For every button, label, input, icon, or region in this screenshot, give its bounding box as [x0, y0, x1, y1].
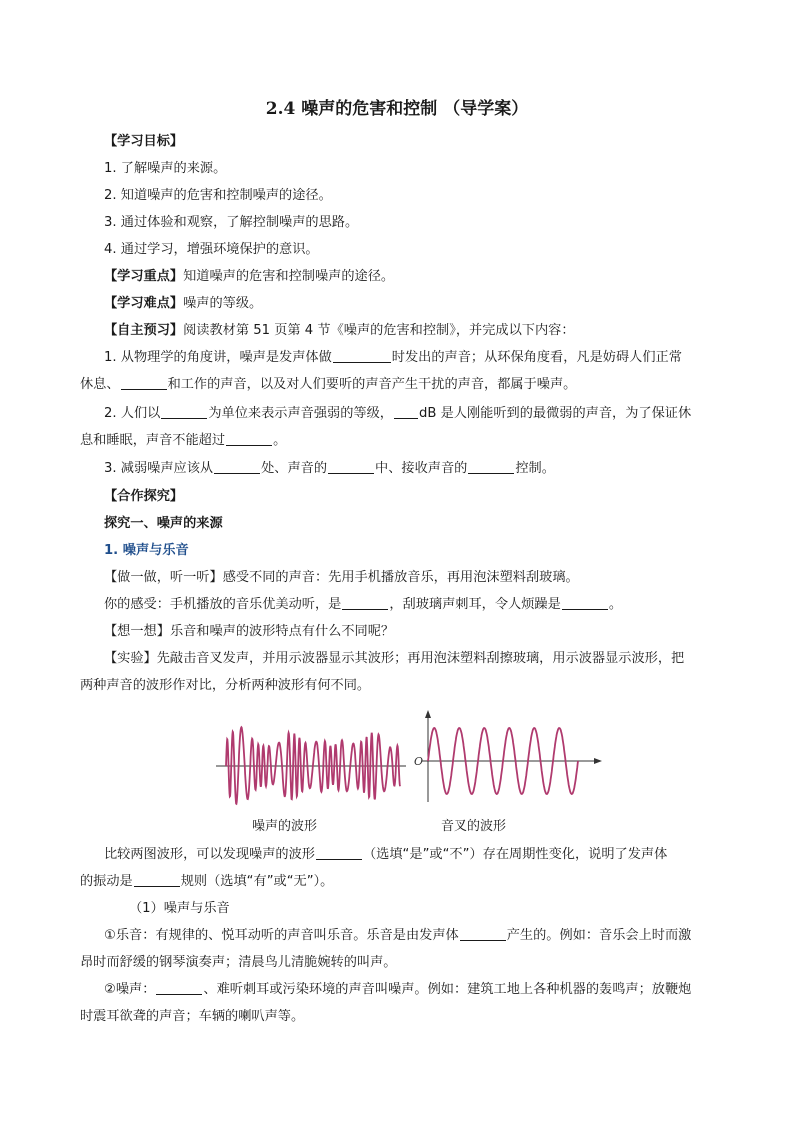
preview-text: 阅读教材第 51 页第 4 节《噪声的危害和控制》，并完成以下内容： [183, 323, 575, 338]
section-heading: （1）噪声与乐音 [129, 901, 230, 916]
question-1-line-2 [80, 371, 700, 398]
noise-text-b: 、难听刺耳或污染环境的声音叫噪声。例如：建筑工地上各种机器的轰鸣声；放鞭炮 [203, 982, 692, 997]
answer-blank[interactable] [156, 980, 202, 995]
answer-blank[interactable] [562, 595, 608, 610]
noise-line-1 [104, 976, 724, 1003]
goals-heading: 【学习目标】 [104, 134, 184, 149]
question-2-line-1 [104, 400, 724, 427]
q2-text-b: 为单位来表示声音强弱的等级， [208, 406, 393, 421]
q2-text-a: 2. 人们以 [104, 406, 161, 421]
compare-text-d: 规则（选填“有”或“无”）。 [180, 874, 334, 889]
noise-text-a: ②噪声： [104, 982, 156, 997]
feeling-text-c: 。 [608, 597, 622, 612]
answer-blank[interactable] [394, 404, 418, 419]
answer-blank[interactable] [134, 872, 180, 887]
experiment-label: 【实验】 [104, 651, 157, 666]
preview-line [104, 317, 724, 344]
q3-text-d: 控制。 [515, 461, 555, 476]
difficulty-line [104, 290, 724, 317]
fork-wave-caption: 音叉的波形 [441, 819, 507, 834]
answer-blank[interactable] [328, 459, 374, 474]
music-text-a: ①乐音：有规律的、悦耳动听的声音叫乐音。乐音是由发声体 [104, 928, 459, 943]
goal-item: 4. 通过学习，增强环境保护的意识。 [104, 242, 319, 257]
noise-wave-caption: 噪声的波形 [252, 819, 318, 834]
q3-text-c: 中、接收声音的 [375, 461, 468, 476]
q2-text-c: dB 是人刚能听到的最微弱的声音，为了保证休 [418, 406, 692, 421]
answer-blank[interactable] [214, 459, 260, 474]
waveform-figure [212, 708, 604, 808]
compare-text-a: 比较两图波形，可以发现噪声的波形 [104, 847, 315, 862]
feeling-text-b: ，刮玻璃声刺耳，令人烦躁是 [389, 597, 561, 612]
answer-blank[interactable] [121, 375, 167, 390]
experiment-line-1 [104, 645, 724, 672]
do-label: 【做一做，听一听】 [104, 570, 223, 585]
do-listen-line [104, 564, 724, 591]
experiment-text: 先敲击音叉发声，并用示波器显示其波形；再用泡沫塑料刮擦玻璃，用示波器显示波形，把 [156, 651, 685, 666]
question-2-line-2 [80, 427, 700, 454]
cooperation-heading: 【合作探究】 [104, 489, 184, 504]
q1-text-a: 1. 从物理学的角度讲，噪声是发声体做 [104, 350, 332, 365]
difficulty-text: 噪声的等级。 [183, 296, 263, 311]
difficulty-label: 【学习难点】 [104, 296, 184, 311]
question-1-line-1 [104, 344, 724, 371]
preview-label: 【自主预习】 [104, 323, 184, 338]
x-axis-arrow [594, 758, 602, 764]
q1-text-d: 和工作的声音，以及对人们要听的声音产生干扰的声音，都属于噪声。 [167, 377, 577, 392]
think-label: 【想一想】 [104, 624, 170, 639]
do-text: 感受不同的声音：先用手机播放音乐，再用泡沫塑料刮玻璃。 [222, 570, 579, 585]
music-line-2: 昂时而舒缓的钢琴演奏声；清晨鸟儿清脆婉转的叫声。 [80, 955, 397, 970]
music-text-b: 产生的。例如：音乐会上时而激 [506, 928, 692, 943]
compare-line-1 [104, 841, 724, 868]
feeling-line [104, 591, 724, 618]
key-text: 知道噪声的危害和控制噪声的途径。 [183, 269, 395, 284]
answer-blank[interactable] [460, 926, 506, 941]
answer-blank[interactable] [316, 845, 362, 860]
music-line-1 [104, 922, 724, 949]
compare-text-c: 的振动是 [80, 874, 133, 889]
goal-item: 2. 知道噪声的危害和控制噪声的途径。 [104, 188, 332, 203]
q2-text-e: 。 [273, 433, 287, 448]
think-line [104, 618, 724, 645]
q1-text-c: 休息、 [80, 377, 120, 392]
q1-text-b: 时发出的声音；从环保角度看，凡是妨碍人们正常 [391, 350, 682, 365]
answer-blank[interactable] [161, 404, 207, 419]
key-point-line [104, 263, 724, 290]
compare-line-2 [80, 868, 700, 895]
compare-text-b: （选填“是”或“不”）存在周期性变化，说明了发声体 [363, 847, 668, 862]
y-axis-arrow [425, 710, 431, 718]
subsection-heading: 1. 噪声与乐音 [104, 543, 189, 558]
answer-blank[interactable] [468, 459, 514, 474]
q3-text-b: 处、声音的 [261, 461, 328, 476]
think-text: 乐音和噪声的波形特点有什么不同呢？ [169, 624, 395, 639]
answer-blank[interactable] [333, 348, 391, 363]
experiment-line-2: 两种声音的波形作对比，分析两种波形有何不同。 [80, 678, 371, 693]
answer-blank[interactable] [342, 595, 388, 610]
feeling-text-a: 你的感受：手机播放的音乐优美动听，是 [104, 597, 342, 612]
answer-blank[interactable] [226, 431, 272, 446]
goal-item: 1. 了解噪声的来源。 [104, 161, 227, 176]
q3-text-a: 3. 减弱噪声应该从 [104, 461, 214, 476]
origin-label: O [414, 755, 424, 768]
q2-text-d: 息和睡眠，声音不能超过 [80, 433, 226, 448]
question-3-line [104, 455, 724, 482]
noise-line-2: 时震耳欲聋的声音；车辆的喇叭声等。 [80, 1009, 305, 1024]
explore-heading: 探究一、噪声的来源 [104, 516, 223, 531]
key-label: 【学习重点】 [104, 269, 184, 284]
page-title: 2.4 噪声的危害和控制 （导学案） [265, 99, 529, 119]
goal-item: 3. 通过体验和观察，了解控制噪声的思路。 [104, 215, 359, 230]
